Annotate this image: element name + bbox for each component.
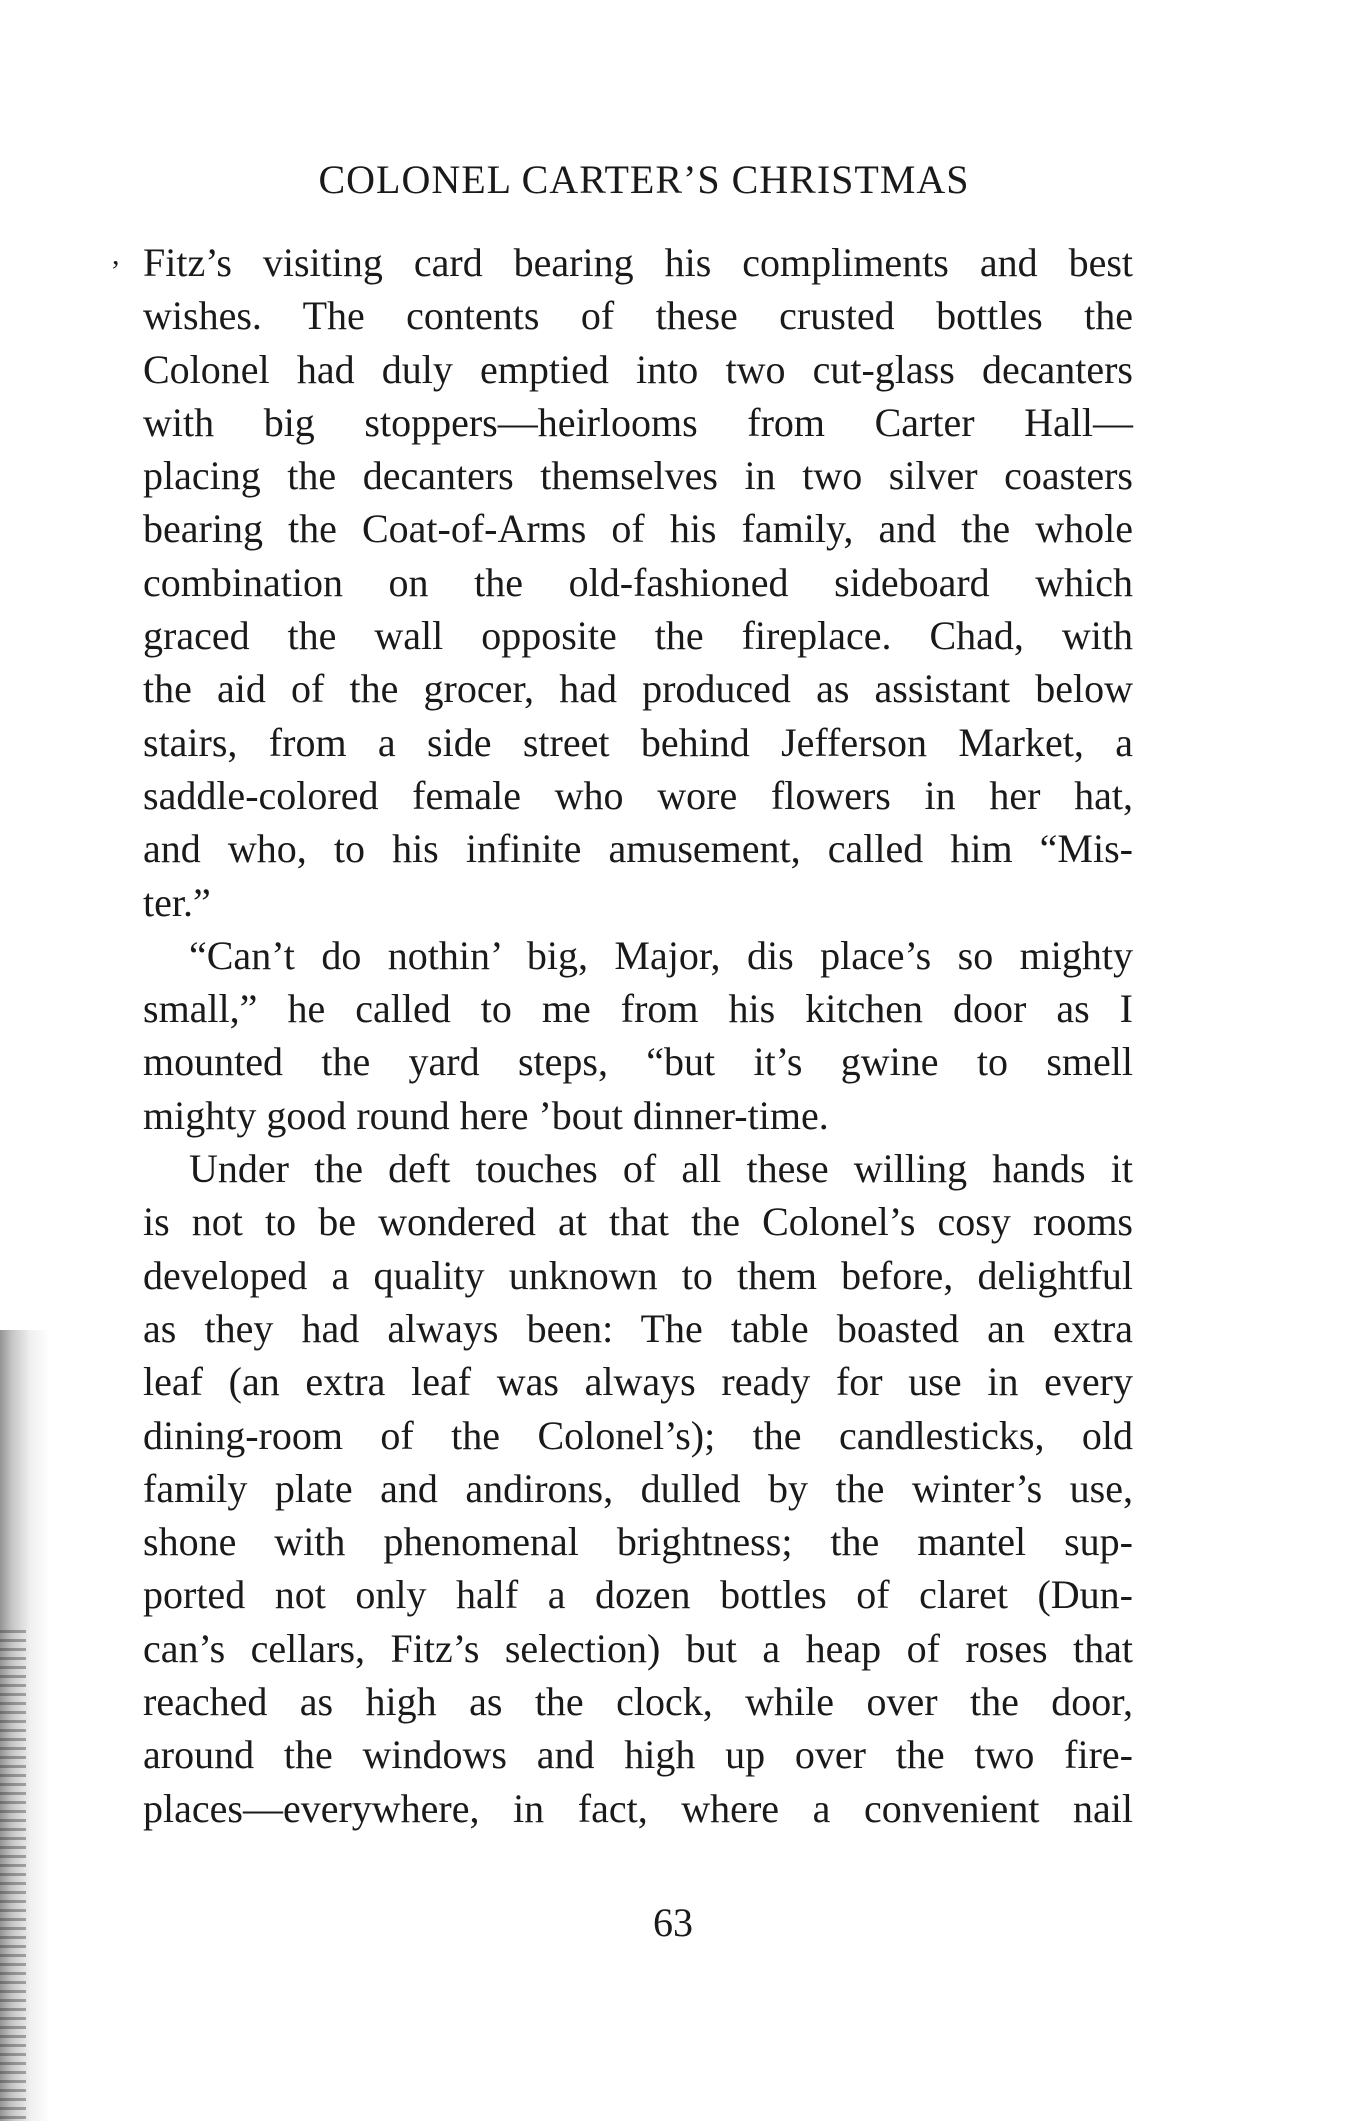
text-line: Fitz’s visiting card bearing his compliments and best [143, 240, 1133, 285]
scan-binding-shadow [0, 1330, 50, 2121]
text-line: ported not only half a dozen bottles of claret (Dun- [143, 1572, 1133, 1618]
text-line: places—everywhere, in fact, where a convenient nail [143, 1785, 1133, 1831]
text-line: stairs, from a side street behind Jefferson Market, a [143, 719, 1133, 765]
text-line: mighty good round here ’bout dinner-time. [143, 1092, 829, 1138]
text-line: and who, to his infinite amusement, called him “Mis- [143, 826, 1133, 872]
text-line: can’s cellars, Fitz’s selection) but a heap of roses that [143, 1625, 1133, 1671]
text-line: shone with phenomenal brightness; the mantel sup- [143, 1519, 1133, 1565]
text-line: wishes. The contents of these crusted bottles the [143, 293, 1133, 339]
text-line: around the windows and high up over the two fire- [143, 1732, 1133, 1778]
text-line: as they had always been: The table boasted an extra [143, 1305, 1133, 1351]
text-line: developed a quality unknown to them before, delightful [143, 1252, 1133, 1298]
body-text [143, 236, 1133, 1835]
text-line: reached as high as the clock, while over the door, [143, 1679, 1133, 1725]
text-line: bearing the Coat-of-Arms of his family, and the whole [143, 506, 1133, 552]
text-line: placing the decanters themselves in two silver coasters [143, 453, 1133, 499]
text-line: Under the deft touches of all these willing hands it [189, 1146, 1133, 1192]
text-line: “Can’t do nothin’ big, Major, dis place’s so mighty [189, 932, 1133, 978]
text-line: saddle-colored female who wore flowers in her hat, [143, 772, 1133, 818]
text-line: is not to be wondered at that the Colonel’s cosy rooms [143, 1199, 1133, 1245]
text-line: family plate and andirons, dulled by the winter’s use, [143, 1465, 1133, 1511]
text-line: combination on the old-fashioned sideboard which [143, 559, 1133, 605]
text-line: ter.” [143, 879, 211, 925]
text-line: with big stoppers—heirlooms from Carter Hall— [143, 399, 1133, 445]
text-line: Colonel had duly emptied into two cut-glass decanters [143, 346, 1133, 392]
text-line: leaf (an extra leaf was always ready for use in every [143, 1359, 1133, 1405]
page-number: 63 [653, 1900, 693, 1945]
text-line: dining-room of the Colonel’s); the candlesticks, old [143, 1412, 1133, 1458]
text-line: graced the wall opposite the fireplace. Chad, with [143, 613, 1133, 659]
text-line: small,” he called to me from his kitchen door as I [143, 986, 1133, 1032]
stray-ink-mark: , [112, 238, 120, 271]
text-line: mounted the yard steps, “but it’s gwine to smell [143, 1039, 1133, 1085]
running-head: COLONEL CARTER’S CHRISTMAS [318, 157, 970, 202]
text-line: the aid of the grocer, had produced as assistant below [143, 666, 1133, 712]
